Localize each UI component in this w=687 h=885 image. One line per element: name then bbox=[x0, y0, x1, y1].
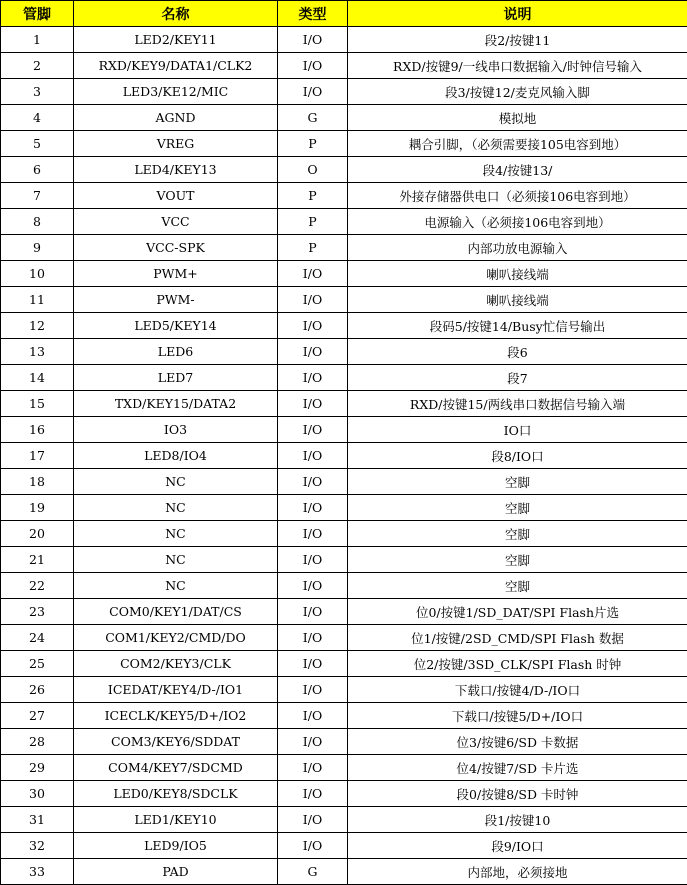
pin-type-cell: P bbox=[278, 183, 348, 209]
pin-name-cell: VCC-SPK bbox=[74, 235, 278, 261]
pin-type-cell: I/O bbox=[278, 53, 348, 79]
table-row bbox=[1, 703, 687, 729]
pin-number-cell: 26 bbox=[1, 677, 74, 703]
pin-type-cell: I/O bbox=[278, 677, 348, 703]
pin-type-cell: I/O bbox=[278, 521, 348, 547]
table-row bbox=[1, 287, 687, 313]
pin-description-cell: 段9/IO口 bbox=[348, 833, 687, 859]
pin-type-cell: I/O bbox=[278, 365, 348, 391]
pin-name-cell: COM0/KEY1/DAT/CS bbox=[74, 599, 278, 625]
pin-description-cell: 段1/按键10 bbox=[348, 807, 687, 833]
pin-description-cell: 喇叭接线端 bbox=[348, 261, 687, 287]
pin-description-cell: 空脚 bbox=[348, 469, 687, 495]
pin-description-cell: 段码5/按键14/Busy忙信号输出 bbox=[348, 313, 687, 339]
pin-name-cell: IO3 bbox=[74, 417, 278, 443]
table-row bbox=[1, 807, 687, 833]
pin-number-cell: 33 bbox=[1, 859, 74, 885]
pin-type-cell: I/O bbox=[278, 703, 348, 729]
table-row bbox=[1, 209, 687, 235]
table-row bbox=[1, 235, 687, 261]
pin-number-cell: 15 bbox=[1, 391, 74, 417]
pin-description-cell: 空脚 bbox=[348, 573, 687, 599]
pin-description-cell: 空脚 bbox=[348, 547, 687, 573]
pin-description-cell: 下载口/按键4/D-/IO口 bbox=[348, 677, 687, 703]
table-row bbox=[1, 651, 687, 677]
table-header bbox=[1, 1, 687, 27]
pin-name-cell: LED5/KEY14 bbox=[74, 313, 278, 339]
pin-type-cell: I/O bbox=[278, 599, 348, 625]
pin-type-cell: I/O bbox=[278, 287, 348, 313]
pin-name-cell: PWM+ bbox=[74, 261, 278, 287]
table-row bbox=[1, 573, 687, 599]
pin-number-cell: 30 bbox=[1, 781, 74, 807]
pin-name-cell: PWM- bbox=[74, 287, 278, 313]
pin-name-cell: ICECLK/KEY5/D+/IO2 bbox=[74, 703, 278, 729]
table-row bbox=[1, 547, 687, 573]
pin-number-cell: 20 bbox=[1, 521, 74, 547]
table-row bbox=[1, 677, 687, 703]
pin-description-cell: IO口 bbox=[348, 417, 687, 443]
pin-number-cell: 28 bbox=[1, 729, 74, 755]
table-row bbox=[1, 469, 687, 495]
pin-type-cell: P bbox=[278, 209, 348, 235]
pin-type-cell: O bbox=[278, 157, 348, 183]
pin-type-cell: P bbox=[278, 235, 348, 261]
pin-type-cell: I/O bbox=[278, 729, 348, 755]
table-row bbox=[1, 443, 687, 469]
pin-description-cell: 电源输入（必须接106电容到地） bbox=[348, 209, 687, 235]
pin-type-cell: I/O bbox=[278, 781, 348, 807]
table-row bbox=[1, 313, 687, 339]
pin-number-cell: 25 bbox=[1, 651, 74, 677]
header-type: 类型 bbox=[278, 1, 348, 27]
pin-description-cell: 段2/按键11 bbox=[348, 27, 687, 53]
pin-number-cell: 8 bbox=[1, 209, 74, 235]
pin-name-cell: LED0/KEY8/SDCLK bbox=[74, 781, 278, 807]
pin-number-cell: 7 bbox=[1, 183, 74, 209]
pin-description-cell: 位4/按键7/SD 卡片选 bbox=[348, 755, 687, 781]
pin-name-cell: LED7 bbox=[74, 365, 278, 391]
pin-description-cell: 段3/按键12/麦克风输入脚 bbox=[348, 79, 687, 105]
pin-description-cell: 喇叭接线端 bbox=[348, 287, 687, 313]
pin-number-cell: 23 bbox=[1, 599, 74, 625]
pin-name-cell: LED1/KEY10 bbox=[74, 807, 278, 833]
pin-number-cell: 1 bbox=[1, 27, 74, 53]
table-row bbox=[1, 417, 687, 443]
pin-type-cell: I/O bbox=[278, 313, 348, 339]
pin-name-cell: NC bbox=[74, 547, 278, 573]
pin-name-cell: AGND bbox=[74, 105, 278, 131]
pin-description-cell: 模拟地 bbox=[348, 105, 687, 131]
pin-name-cell: COM4/KEY7/SDCMD bbox=[74, 755, 278, 781]
table-row bbox=[1, 599, 687, 625]
pin-number-cell: 32 bbox=[1, 833, 74, 859]
pin-type-cell: I/O bbox=[278, 79, 348, 105]
pin-description-cell: RXD/按键15/两线串口数据信号输入端 bbox=[348, 391, 687, 417]
table-row bbox=[1, 859, 687, 885]
pin-name-cell: NC bbox=[74, 573, 278, 599]
pin-number-cell: 14 bbox=[1, 365, 74, 391]
pin-number-cell: 13 bbox=[1, 339, 74, 365]
pin-name-cell: RXD/KEY9/DATA1/CLK2 bbox=[74, 53, 278, 79]
pin-name-cell: LED2/KEY11 bbox=[74, 27, 278, 53]
pin-description-cell: RXD/按键9/一线串口数据输入/时钟信号输入 bbox=[348, 53, 687, 79]
pin-name-cell: COM2/KEY3/CLK bbox=[74, 651, 278, 677]
pin-number-cell: 6 bbox=[1, 157, 74, 183]
pin-type-cell: I/O bbox=[278, 833, 348, 859]
pin-type-cell: I/O bbox=[278, 807, 348, 833]
table-row bbox=[1, 755, 687, 781]
header-description: 说明 bbox=[348, 1, 687, 27]
table-row bbox=[1, 625, 687, 651]
pin-number-cell: 31 bbox=[1, 807, 74, 833]
pin-type-cell: I/O bbox=[278, 495, 348, 521]
table-row bbox=[1, 79, 687, 105]
pin-type-cell: I/O bbox=[278, 573, 348, 599]
pin-type-cell: I/O bbox=[278, 339, 348, 365]
table-row bbox=[1, 729, 687, 755]
pin-number-cell: 24 bbox=[1, 625, 74, 651]
pin-description-cell: 段7 bbox=[348, 365, 687, 391]
pin-number-cell: 4 bbox=[1, 105, 74, 131]
pin-name-cell: LED4/KEY13 bbox=[74, 157, 278, 183]
pin-description-cell: 位3/按键6/SD 卡数据 bbox=[348, 729, 687, 755]
table-row bbox=[1, 27, 687, 53]
pin-name-cell: PAD bbox=[74, 859, 278, 885]
pin-number-cell: 3 bbox=[1, 79, 74, 105]
pin-type-cell: I/O bbox=[278, 443, 348, 469]
table-row bbox=[1, 261, 687, 287]
pin-name-cell: LED8/IO4 bbox=[74, 443, 278, 469]
pin-type-cell: I/O bbox=[278, 625, 348, 651]
pin-name-cell: ICEDAT/KEY4/D-/IO1 bbox=[74, 677, 278, 703]
table-body bbox=[1, 27, 687, 885]
pin-description-cell: 空脚 bbox=[348, 521, 687, 547]
pin-name-cell: LED9/IO5 bbox=[74, 833, 278, 859]
table-row bbox=[1, 339, 687, 365]
pin-description-cell: 段6 bbox=[348, 339, 687, 365]
header-pin: 管脚 bbox=[1, 1, 74, 27]
table-row bbox=[1, 131, 687, 157]
table-row bbox=[1, 105, 687, 131]
pin-type-cell: I/O bbox=[278, 755, 348, 781]
table-row bbox=[1, 781, 687, 807]
pin-description-cell: 空脚 bbox=[348, 495, 687, 521]
pin-number-cell: 17 bbox=[1, 443, 74, 469]
pin-description-cell: 下载口/按键5/D+/IO口 bbox=[348, 703, 687, 729]
table-row bbox=[1, 53, 687, 79]
pin-type-cell: I/O bbox=[278, 547, 348, 573]
pin-type-cell: I/O bbox=[278, 651, 348, 677]
pin-description-cell: 内部地，必须接地 bbox=[348, 859, 687, 885]
pin-description-cell: 外接存储器供电口（必须接106电容到地） bbox=[348, 183, 687, 209]
pin-description-cell: 段0/按键8/SD 卡时钟 bbox=[348, 781, 687, 807]
pin-number-cell: 29 bbox=[1, 755, 74, 781]
pin-number-cell: 18 bbox=[1, 469, 74, 495]
table-row bbox=[1, 521, 687, 547]
table-row bbox=[1, 365, 687, 391]
pin-type-cell: I/O bbox=[278, 417, 348, 443]
pin-number-cell: 2 bbox=[1, 53, 74, 79]
pin-name-cell: NC bbox=[74, 521, 278, 547]
table-row bbox=[1, 833, 687, 859]
pin-number-cell: 9 bbox=[1, 235, 74, 261]
pin-type-cell: I/O bbox=[278, 27, 348, 53]
pin-type-cell: I/O bbox=[278, 391, 348, 417]
pin-name-cell: COM1/KEY2/CMD/DO bbox=[74, 625, 278, 651]
pin-type-cell: G bbox=[278, 105, 348, 131]
pin-type-cell: I/O bbox=[278, 469, 348, 495]
pin-name-cell: LED6 bbox=[74, 339, 278, 365]
pin-description-cell: 段4/按键13/ bbox=[348, 157, 687, 183]
pin-description-cell: 位0/按键1/SD_DAT/SPI Flash片选 bbox=[348, 599, 687, 625]
table-row bbox=[1, 391, 687, 417]
pin-number-cell: 5 bbox=[1, 131, 74, 157]
pin-name-cell: VCC bbox=[74, 209, 278, 235]
pin-type-cell: G bbox=[278, 859, 348, 885]
pin-description-cell: 段8/IO口 bbox=[348, 443, 687, 469]
pin-description-cell: 内部功放电源输入 bbox=[348, 235, 687, 261]
pin-type-cell: I/O bbox=[278, 261, 348, 287]
pin-number-cell: 21 bbox=[1, 547, 74, 573]
table-row bbox=[1, 157, 687, 183]
header-row bbox=[1, 1, 687, 27]
pin-number-cell: 11 bbox=[1, 287, 74, 313]
pin-description-cell: 耦合引脚，（必须需要接105电容到地） bbox=[348, 131, 687, 157]
pin-name-cell: TXD/KEY15/DATA2 bbox=[74, 391, 278, 417]
header-name: 名称 bbox=[74, 1, 278, 27]
table-row bbox=[1, 183, 687, 209]
pin-name-cell: COM3/KEY6/SDDAT bbox=[74, 729, 278, 755]
pin-type-cell: P bbox=[278, 131, 348, 157]
pin-number-cell: 27 bbox=[1, 703, 74, 729]
pin-name-cell: VREG bbox=[74, 131, 278, 157]
pin-number-cell: 12 bbox=[1, 313, 74, 339]
pin-number-cell: 19 bbox=[1, 495, 74, 521]
pin-name-cell: NC bbox=[74, 495, 278, 521]
pin-name-cell: LED3/KE12/MIC bbox=[74, 79, 278, 105]
pin-name-cell: NC bbox=[74, 469, 278, 495]
pin-description-cell: 位1/按键/2SD_CMD/SPI Flash 数据 bbox=[348, 625, 687, 651]
pin-name-cell: VOUT bbox=[74, 183, 278, 209]
pin-description-cell: 位2/按键/3SD_CLK/SPI Flash 时钟 bbox=[348, 651, 687, 677]
pin-number-cell: 16 bbox=[1, 417, 74, 443]
pin-number-cell: 22 bbox=[1, 573, 74, 599]
table-row bbox=[1, 495, 687, 521]
pin-number-cell: 10 bbox=[1, 261, 74, 287]
